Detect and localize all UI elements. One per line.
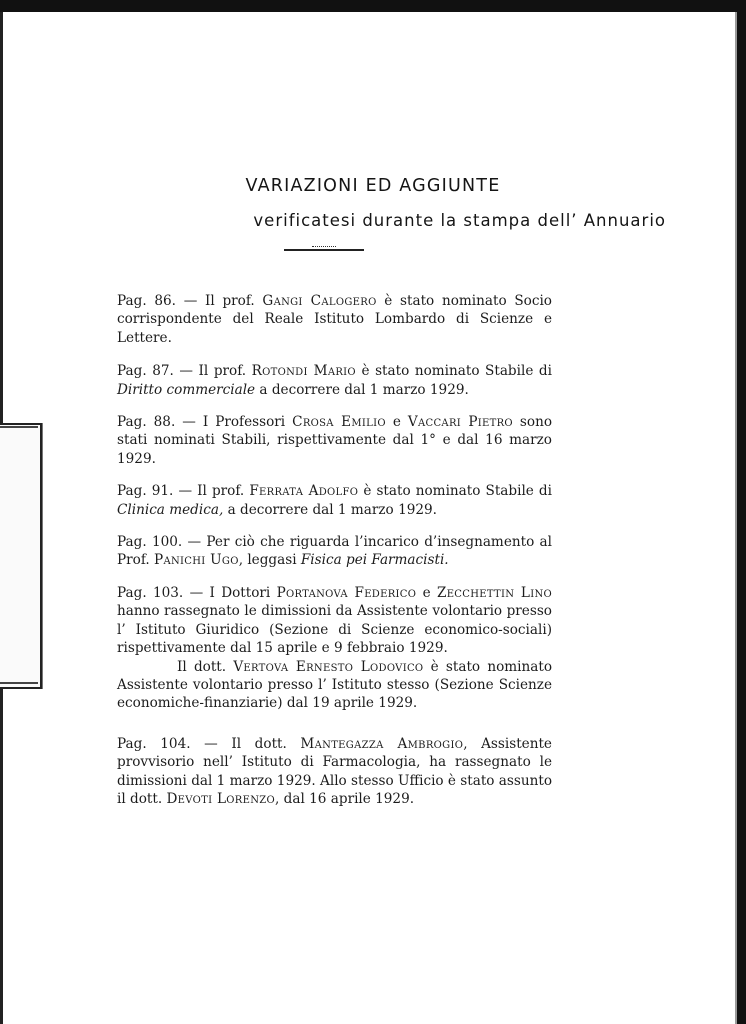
page-subtitle: verificatesi durante la stampa dell’ Annuario	[253, 211, 666, 230]
person-name: Devoti Lorenzo	[166, 790, 276, 807]
person-name: Vaccari Pietro	[407, 414, 513, 431]
subject-name: Clinica medica,	[117, 501, 224, 518]
person-name: Mantegazza Ambrogio	[300, 735, 464, 752]
person-name: Gangi Calogero	[262, 293, 377, 309]
person-name: Panichi Ugo	[154, 552, 239, 569]
scan-right-shadow	[735, 12, 737, 1024]
person-name: Portanova Federico	[276, 584, 417, 601]
page-tab-edge	[0, 423, 42, 689]
title-divider-ornament	[312, 246, 336, 253]
entry-text: — Per ciò che riguarda l’incarico d’insegnamento al Prof. Panichi Ugo, leggasi Fisica pei Farmacisti.	[117, 534, 552, 569]
entry-text: — Il prof. Rotondi Mario è stato nominato Stabile di Diritto commerciale a decorrere dal 1 marzo 1929.	[117, 363, 552, 398]
entry-text: — I Dottori Portanova Federico e Zecchettin Lino hanno rassegnato le dimissioni da Assistente volontario presso l’ Istituto Giuridico (Sezione di Scienze economico-sociali) rispettivamente dal 15 aprile e 9 febbraio 1929.	[117, 584, 552, 657]
entry-page-ref: Pag. 104.	[117, 735, 191, 752]
entry-pag-104	[117, 735, 552, 809]
scan-right-border	[737, 12, 746, 1024]
page-tab-line-top	[0, 426, 38, 428]
entry-pag-103	[117, 584, 552, 658]
page-title: VARIAZIONI ED AGGIUNTE	[245, 176, 501, 196]
person-name: Vertova Ernesto Lodovico	[233, 658, 424, 675]
scan-top-border	[0, 0, 746, 12]
person-name: Rotondi Mario	[251, 363, 356, 380]
entry-pag-100	[117, 533, 552, 570]
entry-page-ref: Pag. 103.	[117, 584, 184, 601]
entry-pag-86	[117, 292, 552, 347]
entry-pag-103-continuation: Il dott. Vertova Ernesto Lodovico è stato nominato Assistente volontario presso l’ Istituto stesso (Sezione Scienze economiche-finanziarie) dal 19 aprile 1929.	[117, 658, 552, 712]
entry-text: — Il prof. Ferrata Adolfo è stato nominato Stabile di Clinica medica, a decorrere dal 1 marzo 1929.	[117, 483, 552, 518]
page-tab-line-bottom	[0, 682, 38, 684]
subject-name: Fisica pei Farmacisti.	[300, 552, 449, 569]
entry-text: — I Professori Crosa Emilio e Vaccari Pietro sono stati nominati Stabili, rispettivamente dal 1° e dal 16 marzo 1929.	[117, 414, 553, 467]
entry-page-ref: Pag. 86.	[117, 293, 176, 309]
entry-page-ref: Pag. 100.	[117, 534, 183, 551]
entry-pag-91	[117, 482, 552, 519]
entry-pag-88	[117, 413, 552, 468]
subject-name: Diritto commerciale	[117, 381, 256, 398]
person-name: Crosa Emilio	[292, 414, 386, 431]
entry-pag-87	[117, 362, 552, 399]
entry-page-ref: Pag. 91.	[117, 483, 174, 500]
entry-text: — Il dott. Mantegazza Ambrogio, Assistente provvisorio nell’ Istituto di Farmacologia, ha rassegnato le dimissioni dal 1 marzo 1929. Allo stesso Ufficio è stato assunto il dott. Devoti Lorenzo, dal 16 aprile 1929.	[117, 735, 553, 807]
entries-list	[117, 292, 552, 808]
person-name: Ferrata Adolfo	[249, 483, 359, 500]
entry-page-ref: Pag. 88.	[117, 414, 176, 431]
person-name: Zecchettin Lino	[436, 584, 552, 601]
entry-text: — Il prof. Gangi Calogero è stato nominato Socio corrispondente del Reale Istituto Lombardo di Scienze e Lettere.	[117, 293, 552, 346]
entry-page-ref: Pag. 87.	[117, 363, 174, 380]
